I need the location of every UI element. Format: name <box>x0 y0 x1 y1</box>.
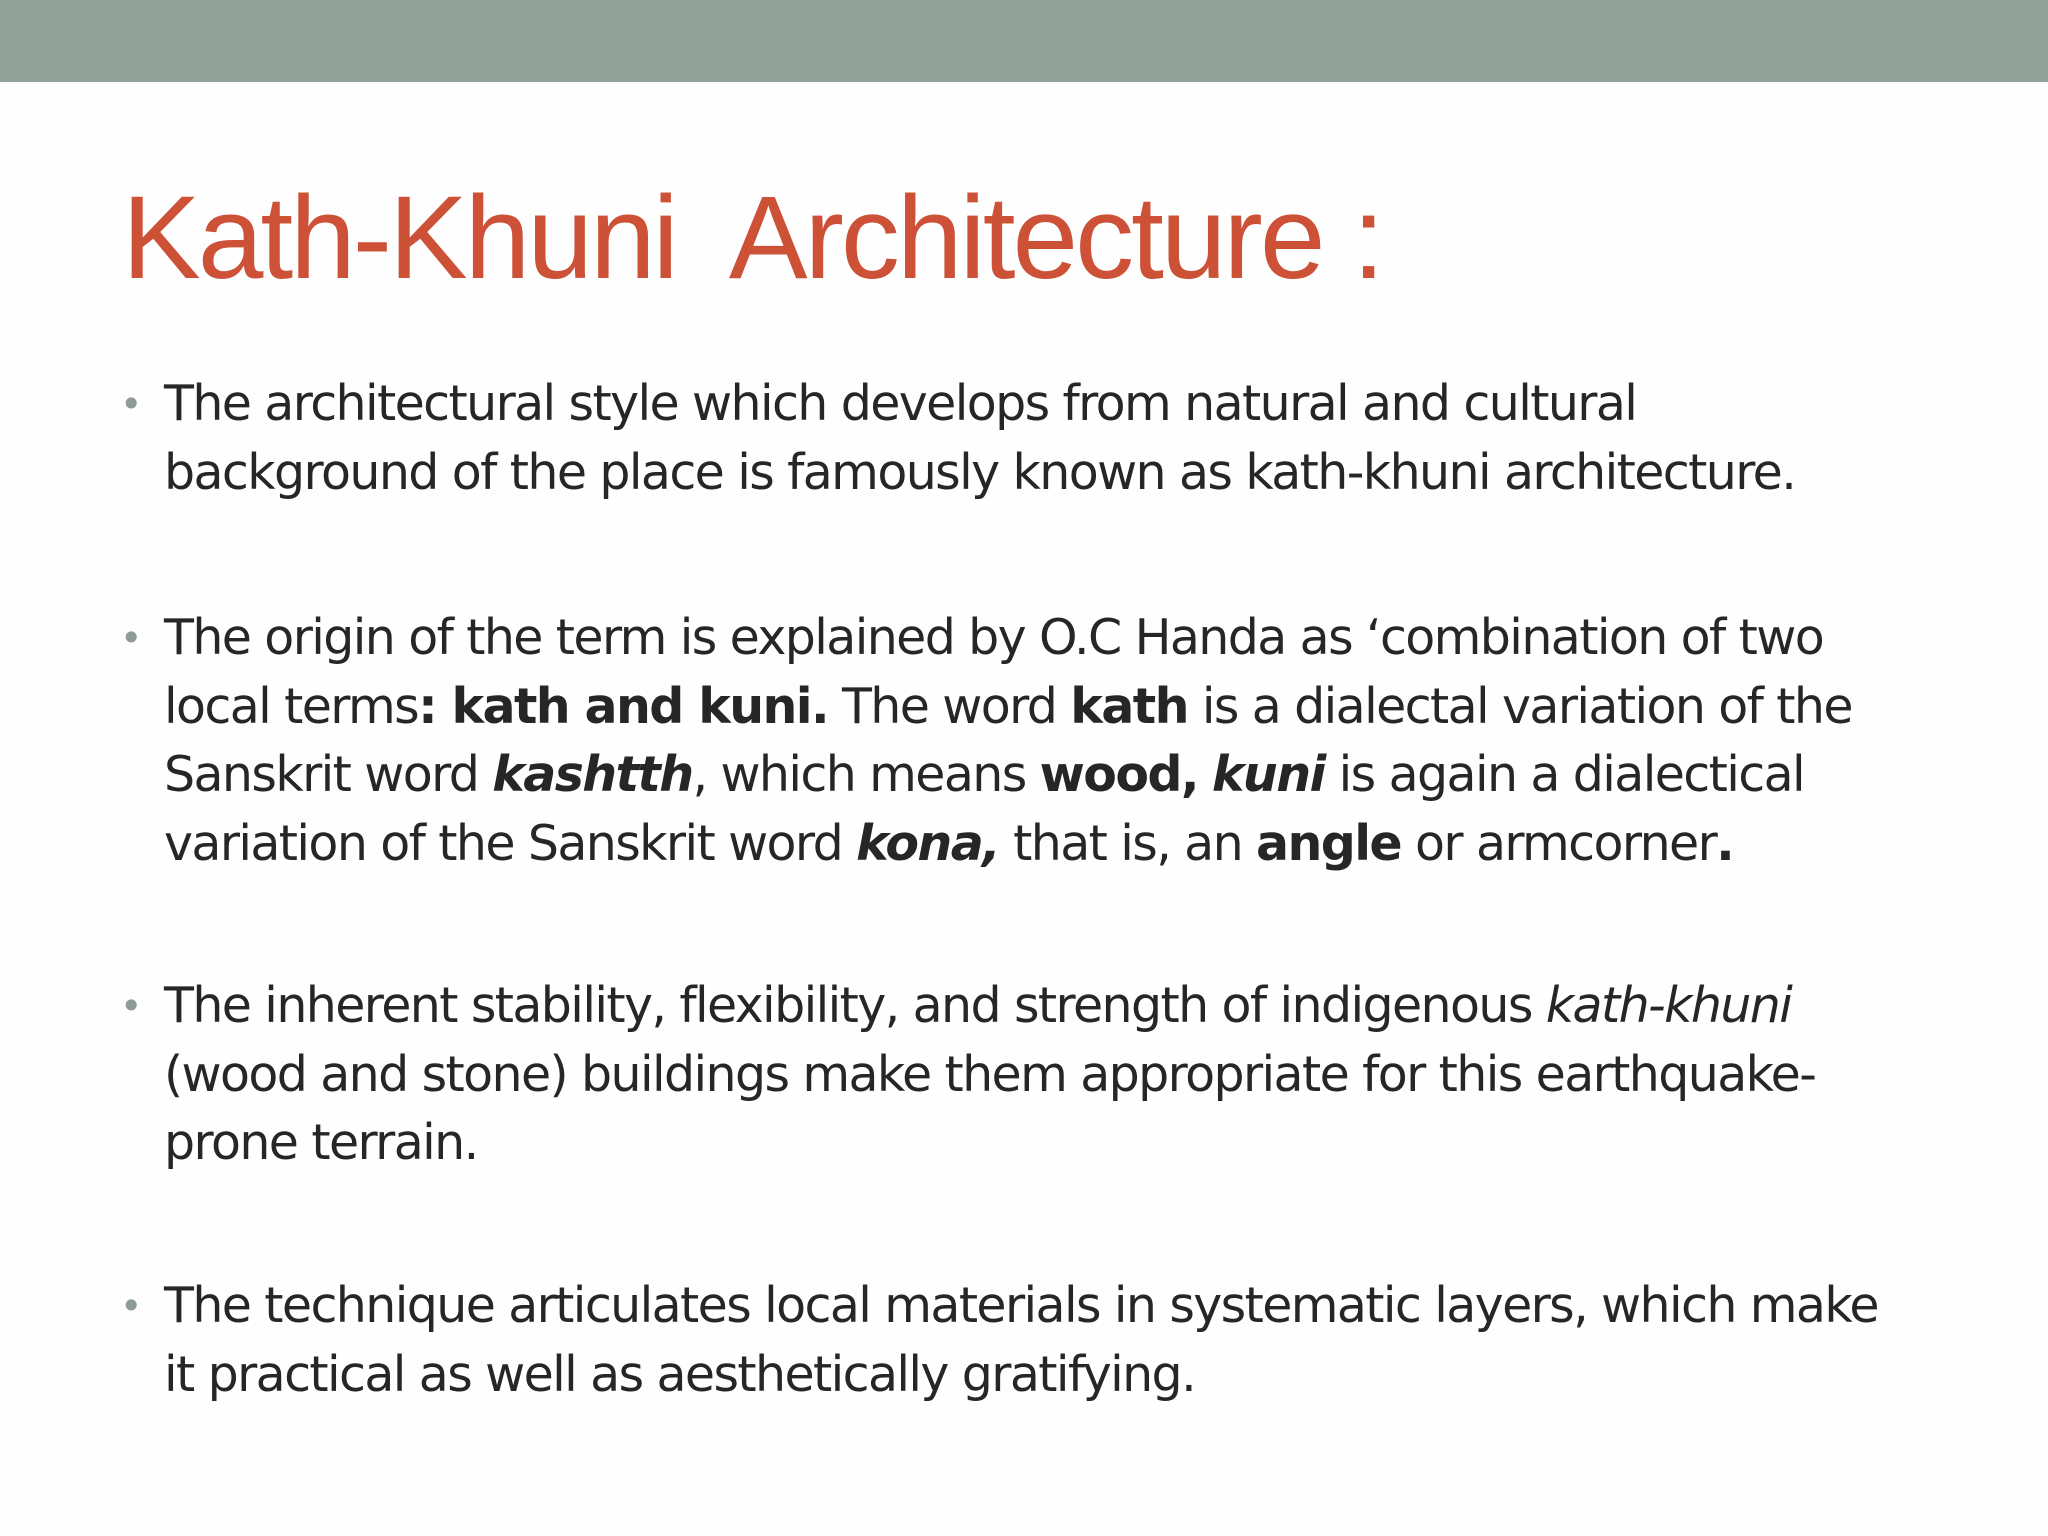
text-run: variation of the Sanskrit word <box>164 814 857 872</box>
bullet-1-line-1: The architectural style which develops from natural and cultural <box>164 375 1637 432</box>
text-run: , which means <box>692 746 1040 803</box>
bullet-marker: • <box>120 616 143 660</box>
bullet-marker: • <box>120 1284 143 1328</box>
bullet-2-line-1: The origin of the term is explained by O.C Handa as ‘combination of two <box>164 609 1824 666</box>
slide-title: Kath-Khuni Architecture : <box>122 172 1383 304</box>
text-run <box>1198 746 1212 803</box>
text-run: The word <box>827 677 1071 735</box>
text-run: or armcorner <box>1401 814 1717 872</box>
bold-italic-text: kona, <box>856 814 1000 872</box>
bullet-item-2 <box>120 604 1944 878</box>
text-run: Sanskrit word <box>164 746 493 803</box>
bullet-item-4 <box>120 1272 1944 1409</box>
text-run: that is, an <box>999 814 1256 872</box>
bullet-3-line-1 <box>164 972 1944 1041</box>
italic-text: kath-khuni <box>1545 977 1792 1034</box>
bold-text: : kath and kuni. <box>418 677 828 735</box>
bullet-1-line-2: background of the place is famously known as kath-khuni architecture. <box>164 443 1796 501</box>
bullet-2-line-3 <box>164 741 1944 810</box>
text-run: is a dialectal variation of the <box>1187 677 1852 735</box>
bullet-2-line-4 <box>164 810 1944 879</box>
text-run: is again a dialectical <box>1324 746 1805 803</box>
bullet-4-line-2: it practical as well as aesthetically gratifying. <box>164 1345 1196 1403</box>
bullet-3-line-3: prone terrain. <box>164 1114 478 1171</box>
bullet-2-line-2 <box>164 673 1944 742</box>
bold-text: wood, <box>1039 746 1198 803</box>
bullet-3-line-2: (wood and stone) buildings make them appropriate for this earthquake- <box>164 1045 1816 1103</box>
bold-text: . <box>1716 814 1734 872</box>
bullet-4-line-1: The technique articulates local materials in systematic layers, which make <box>164 1277 1878 1334</box>
bold-text: kath <box>1070 677 1188 735</box>
top-accent-band <box>0 0 2048 82</box>
bullet-item-3 <box>120 972 1944 1178</box>
bullet-marker: • <box>120 984 143 1028</box>
text-run: The inherent stability, flexibility, and strength of indigenous <box>164 977 1546 1034</box>
bullet-item-1 <box>120 370 1944 507</box>
bold-text: angle <box>1256 814 1402 872</box>
bullet-marker: • <box>120 382 143 426</box>
bold-italic-text: kuni <box>1211 746 1325 803</box>
text-run: local terms <box>164 677 419 735</box>
bold-italic-text: kashtth <box>492 746 693 803</box>
